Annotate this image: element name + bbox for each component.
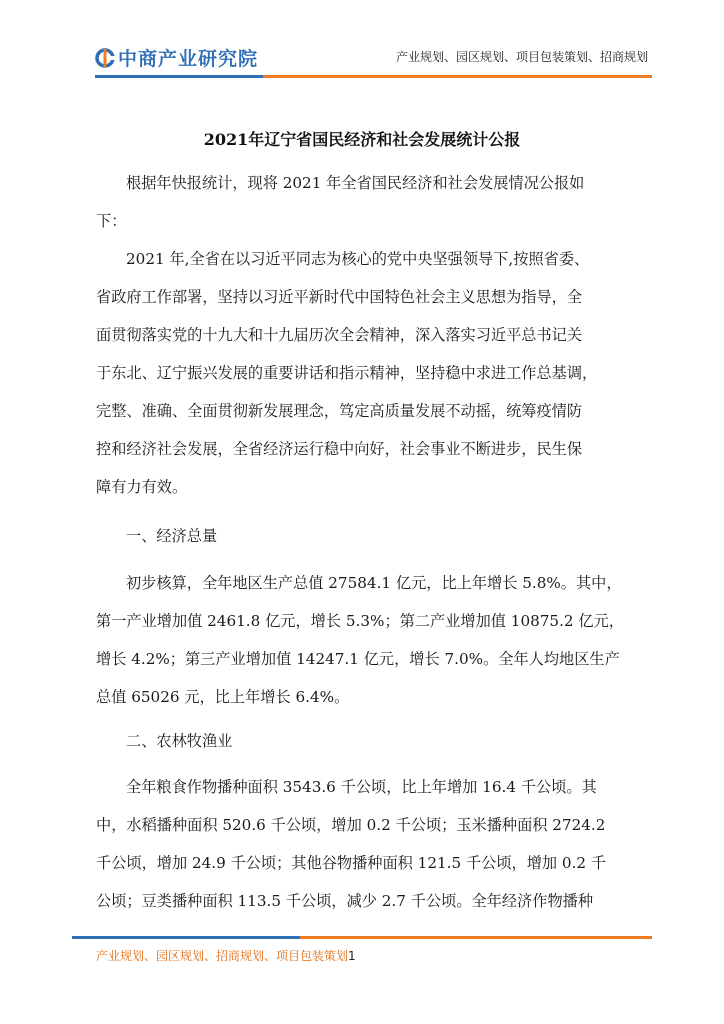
page-header — [0, 0, 724, 90]
text-line: 控和经济社会发展，全省经济运行稳中向好，社会事业不断进步，民生保 — [96, 440, 582, 458]
brand-logo — [95, 44, 258, 71]
text-line: 面贯彻落实党的十九大和十九届历次全会精神，深入落实习近平总书记关 — [96, 326, 582, 344]
text-line: 完整、准确、全面贯彻新发展理念，笃定高质量发展不动摇，统筹疫情防 — [96, 402, 582, 420]
agriculture-paragraph — [96, 768, 656, 920]
footer-divider-blue — [72, 936, 300, 939]
intro-paragraph — [96, 164, 656, 240]
header-tagline: 产业规划、园区规划、项目包装策划、招商规划 — [395, 50, 648, 64]
document-title: 2021年辽宁省国民经济和社会发展统计公报 — [203, 130, 521, 149]
text-line: 中，水稻播种面积 520.6 千公顷，增加 0.2 千公顷；玉米播种面积 2724.2 — [96, 816, 606, 834]
header-divider-blue — [95, 75, 263, 78]
logo-icon — [95, 48, 115, 68]
text-line: 全年粮食作物播种面积 3543.6 千公顷，比上年增加 16.4 千公顷。其 — [126, 778, 597, 796]
text-line: 千公顷，增加 24.9 千公顷；其他谷物播种面积 121.5 千公顷，增加 0.2 千 — [96, 854, 607, 872]
text-line: 省政府工作部署，坚持以习近平新时代中国特色社会主义思想为指导，全 — [96, 288, 582, 306]
text-line: 于东北、辽宁振兴发展的重要讲话和指示精神，坚持稳中求进工作总基调， — [96, 364, 598, 382]
section-heading-agriculture: 二、农林牧渔业 — [126, 732, 233, 750]
section-heading-economy: 一、经济总量 — [126, 527, 218, 545]
text-line: 总值 65026 元，比上年增长 6.4%。 — [96, 688, 350, 706]
text-line: 初步核算，全年地区生产总值 27584.1 亿元，比上年增长 5.8%。其中， — [126, 574, 622, 592]
text-line: 第一产业增加值 2461.8 亿元，增长 5.3%；第二产业增加值 10875.2 亿元， — [96, 612, 624, 630]
text-line: 根据年快报统计，现将 2021 年全省国民经济和社会发展情况公报如 — [126, 174, 585, 192]
economy-paragraph — [96, 564, 656, 716]
text-line: 公顷；豆类播种面积 113.5 千公顷，减少 2.7 千公顷。全年经济作物播种 — [96, 892, 594, 910]
text-line: 下： — [96, 212, 127, 230]
page-number: 1 — [348, 949, 356, 963]
logo-text: 中商产业研究院 — [118, 48, 259, 70]
footer-tagline: 产业规划、园区规划、招商规划、项目包装策划 — [96, 949, 349, 963]
footer-divider-orange — [300, 936, 652, 939]
text-line: 障有力有效。 — [96, 478, 188, 496]
header-divider-orange — [263, 75, 652, 78]
text-line: 增长 4.2%；第三产业增加值 14247.1 亿元，增长 7.0%。全年人均地区生产 — [96, 650, 620, 668]
text-line: 2021 年,全省在以习近平同志为核心的党中央坚强领导下,按照省委、 — [126, 250, 590, 268]
summary-paragraph — [96, 240, 656, 506]
page-footer — [96, 947, 356, 964]
